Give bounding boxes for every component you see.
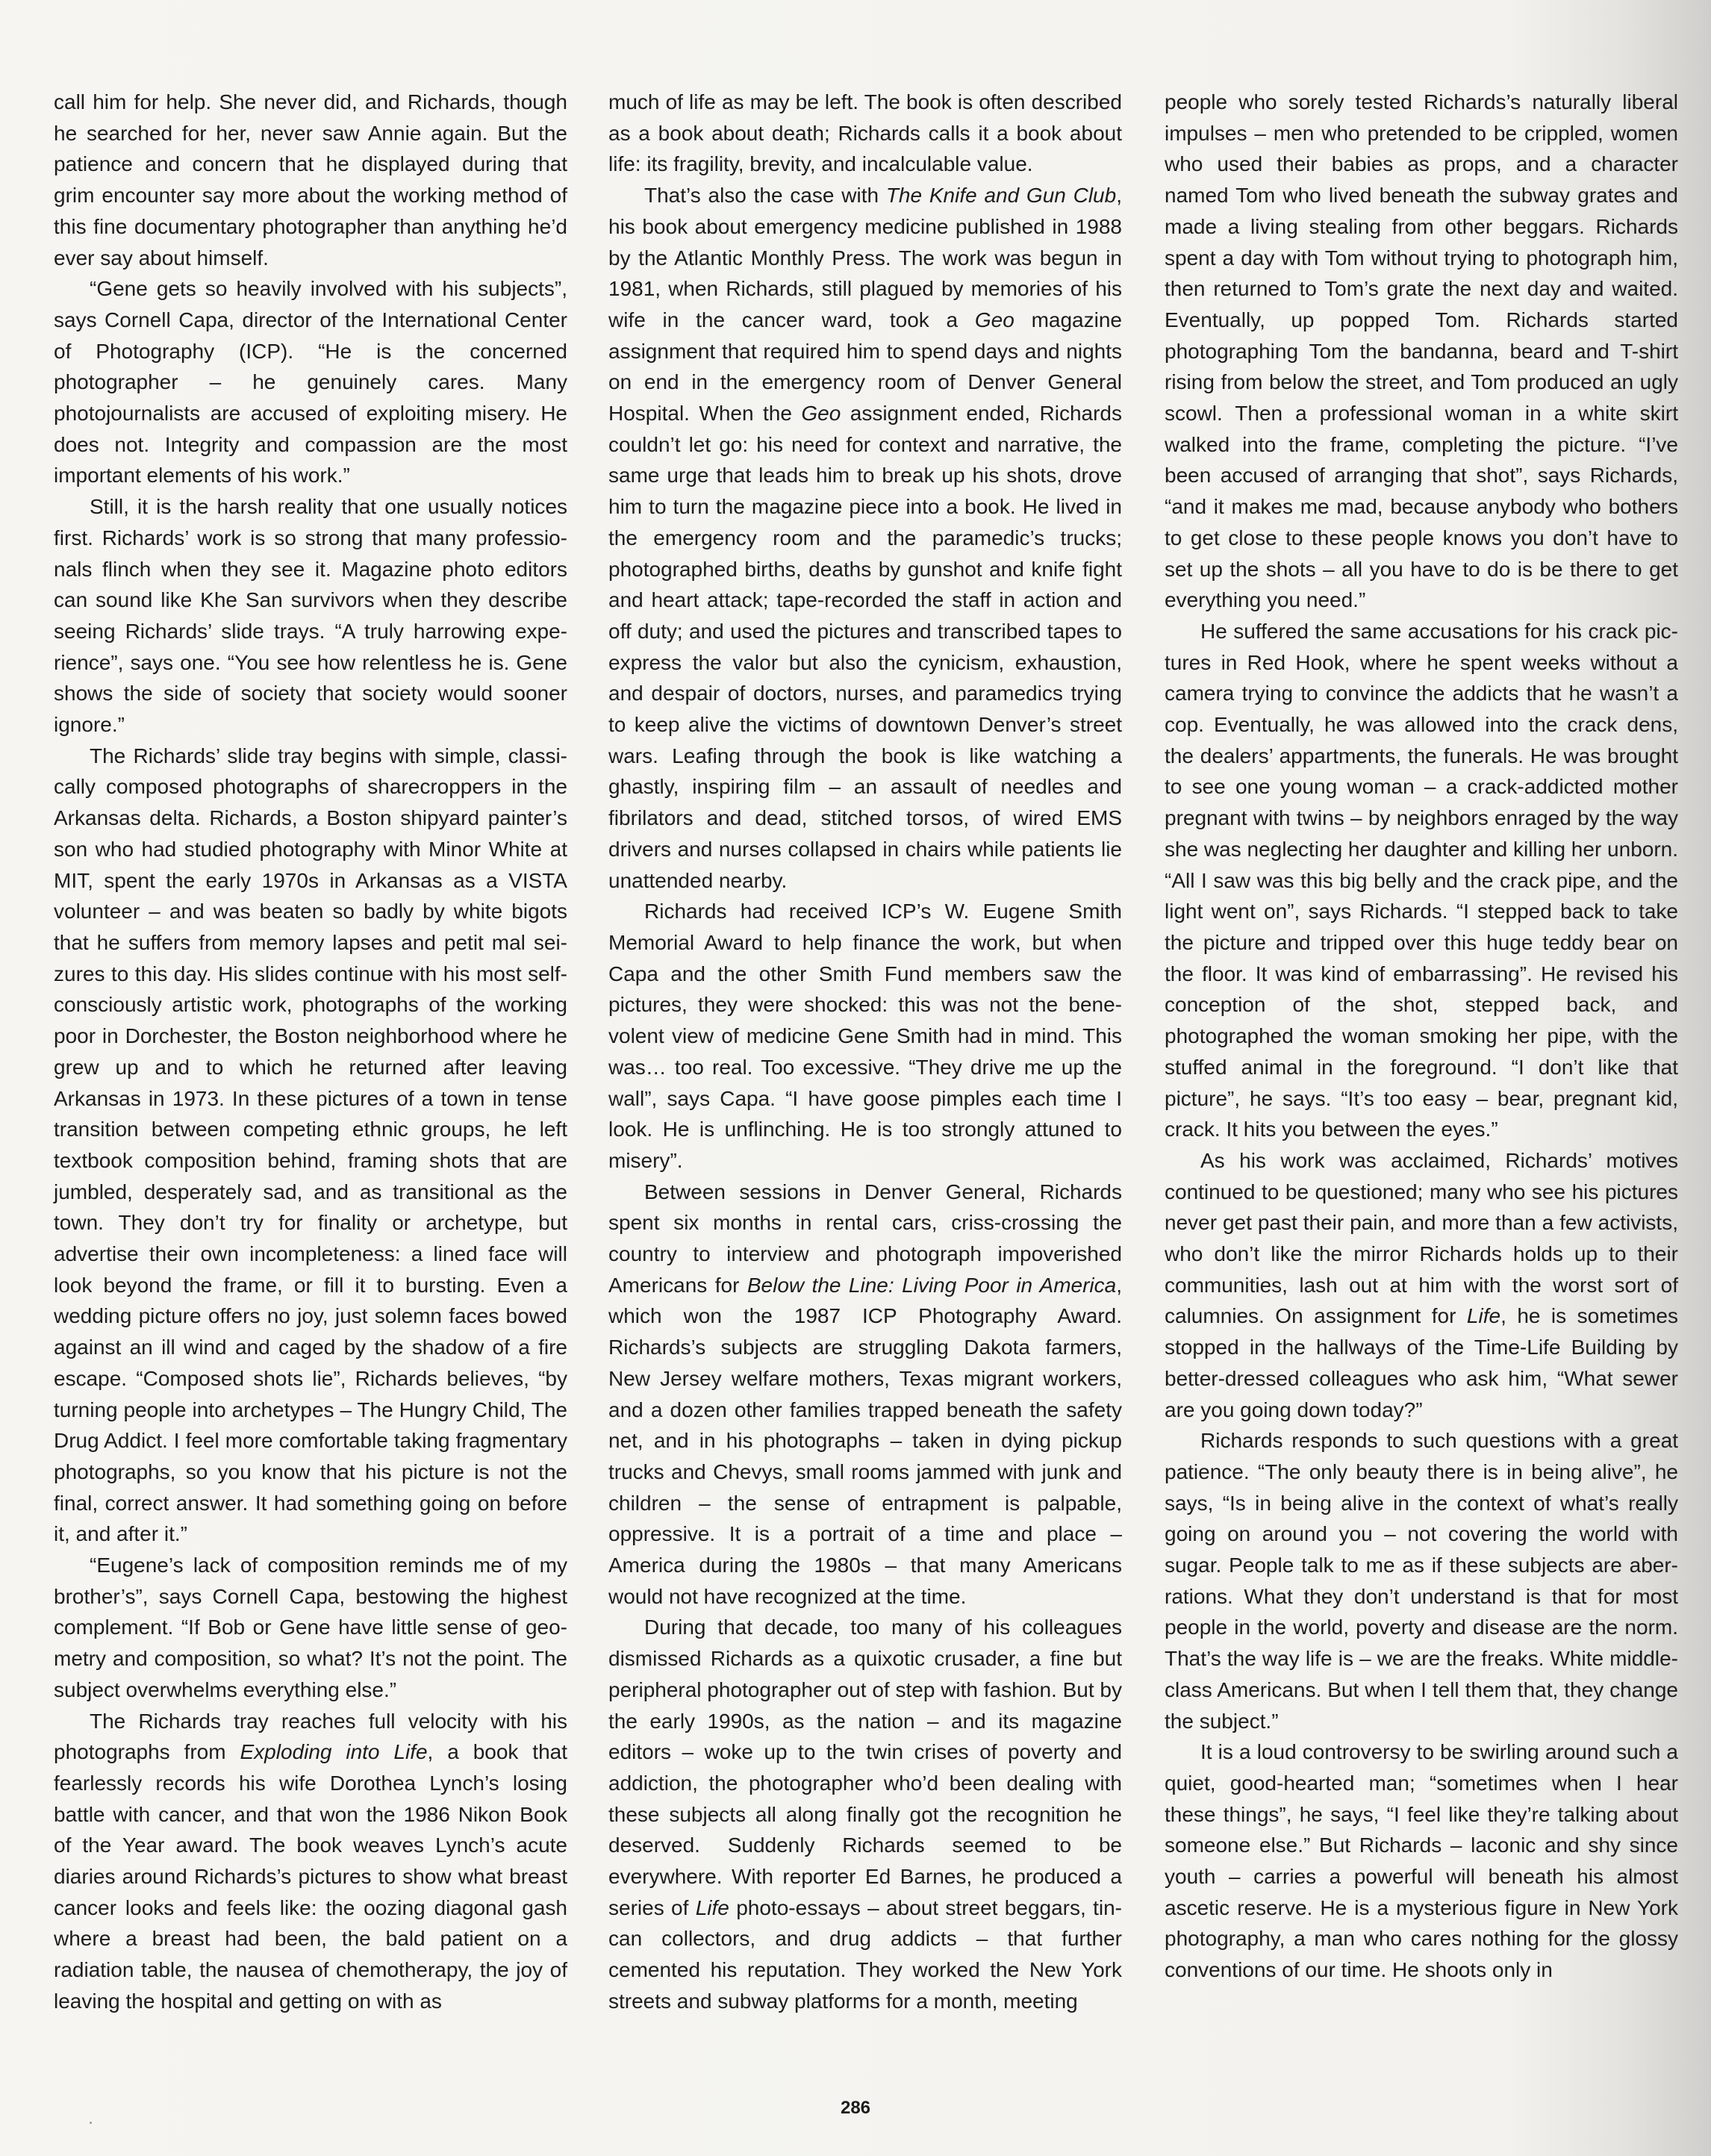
paragraph: call him for help. She never did, and Richards, though he searched for her, never saw Annie again. But the patience and concern that he displayed during that grim encounter say more about the working method of this fine documentary photographer than anything he’d ever say about himself.: [54, 90, 567, 270]
paragraph: people who sorely tested Richards’s naturally liberal impulses – men who pretended to be crippled, women who used their babies as props, and a character named Tom who lived beneath the subway grates and made a living stealing from other beggars. Richards spent a day with Tom without trying to photograph him, then returned to Tom’s grate the next day and waited. Eventually, up popped Tom. Richards started photographing Tom the bandanna, beard and T-shirt rising from below the street, and Tom produced an ugly scowl. Then a professional woman in a white skirt walked into the frame, completing the picture. “I’ve been accused of arranging that shot”, says Richards, “and it makes me mad, because anybody who bothers to get close to these people knows you don’t have to set up the shots – all you have to do is be there to get everything you need.”: [1165, 90, 1678, 612]
paragraph: The Richards’ slide tray begins with simple, classically composed photographs of sharecroppers in the Arkansas delta. Richards, a Boston shipyard painter’s son who had studied photography with Minor White at MIT, spent the early 1970s in Arkansas as a VISTA volunteer – and was beaten so badly by white bigots that he suffers from memory lapses and petit mal seizures to this day. His slides continue with his most self-consciously artistic work, photographs of the working poor in Dorchester, the Boston neighborhood where he grew up and to which he returned after leaving Arkansas in 1973. In these pictures of a town in tense transition between competing ethnic groups, he left textbook composition behind, framing shots that are jumbled, desperately sad, and as transitional as the town. They don’t try for finality or archetype, but advertise their own incompleteness: a lined face will look beyond the frame, or fill it to bursting. Even a wedding picture offers no joy, just solemn faces bowed against an ill wind and caged by the shadow of a fire escape. “Composed shots lie”, Richards believes, “by turning people into archetypes – The Hungry Child, The Drug Addict. I feel more comfortable taking fragmentary photographs, so you know that his picture is not the final, correct answer. It had something going on before it, and after it.”: [54, 744, 567, 1546]
paragraph: much of life as may be left. The book is often described as a book about death; Richards calls it a book about life: its fragility, brevity, and incalculable value.: [608, 90, 1122, 176]
paragraph: Between sessions in Denver General, Richards spent six months in rental cars, criss-crossing the country to interview and photograph impoverished Americans for Below the Line: Living Poor in America, which won the 1987 ICP Photography Award. Richards’s subjects are struggling Dakota farmers, New Jersey welfare mothers, Texas migrant workers, and a dozen other families trapped beneath the safety net, and in his photographs – taken in dying pickup trucks and Chevys, small rooms jammed with junk and children – the sense of entrapment is palpable, oppressive. It is a portrait of a time and place – America during the 1980s – that many Americans would not have recognized at the time.: [608, 1180, 1122, 1608]
paragraph: “Gene gets so heavily involved with his subjects”, says Cornell Capa, director of the International Center of Photography (ICP). “He is the concerned photographer – he genuinely cares. Many photojournalists are accused of exploiting misery. He does not. Integrity and compassion are the most important elements of his work.”: [54, 277, 567, 487]
text-column-3: [1165, 87, 1678, 1986]
text-column-1: [54, 87, 567, 2017]
paragraph: The Richards tray reaches full velocity with his photographs from Exploding into Life, a book that fearlessly records his wife Dorothea Lynch’s losing battle with cancer, and that won the 1986 Nikon Book of the Year award. The book weaves Lynch’s acute diaries around Richards’s pictures to show what breast cancer looks and feels like: the oozing diagonal gash where a breast had been, the bald patient on a radiation table, the nausea of chemotherapy, the joy of leaving the hospital and getting on with as: [54, 1709, 568, 2013]
paragraph: “Eugene’s lack of composition reminds me of my brother’s”, says Cornell Capa, bestowing the highest complement. “If Bob or Gene have little sense of geometry and composition, so what? It’s not the point. The subject overwhelms everything else.”: [54, 1554, 567, 1701]
paragraph: Richards responds to such questions with a great patience. “The only beauty there is in being alive”, he says, “Is in being alive in the context of what’s really going on around you – not covering the world with sugar. People talk to me as if these subjects are aberrations. What they don’t understand is that for most people in the world, poverty and disease are the norm. That’s the way life is – we are the freaks. White middle-class Americans. But when I tell them that, they change the subject.”: [1165, 1429, 1678, 1733]
paragraph: Richards had received ICP’s W. Eugene Smith Memorial Award to help finance the work, but when Capa and the other Smith Fund members saw the pictures, they were shocked: this was not the benevolent view of medicine Gene Smith had in mind. This was… too real. Too excessive. “They drive me up the wall”, says Capa. “I have goose pimples each time I look. He is unflinching. He is too strongly attuned to misery”.: [608, 900, 1122, 1172]
paragraph: He suffered the same accusations for his crack pictures in Red Hook, where he spent weeks without a camera trying to convince the addicts that he wasn’t a cop. Eventually, he was allowed into the crack dens, the dealers’ appartments, the funerals. He was brought to see one young woman – a crack-addicted mother pregnant with twins – by neighbors enraged by the way she was neglecting her daughter and killing her unborn. “All I saw was this big belly and the crack pipe, and the light went on”, says Richards. “I stepped back to take the picture and tripped over this huge teddy bear on the floor. It was kind of embarrassing”. He revised his conception of the shot, stepped back, and photographed the woman smoking her pipe, with the stuffed animal in the foreground. “I don’t like that picture”, he says. “It’s too easy – bear, pregnant kid, crack. It hits you between the eyes.”: [1165, 619, 1679, 1141]
paragraph: Still, it is the harsh reality that one usually notices first. Richards’ work is so strong that many professionals flinch when they see it. Magazine photo editors can sound like Khe San survivors when they describe seeing Richards’ slide trays. “A truly harrowing experience”, says one. “You see how relentless he is. Gene shows the side of society that society would sooner ignore.”: [54, 495, 567, 737]
paragraph: During that decade, too many of his colleagues dismissed Richards as a quixotic crusader, a fine but peripheral photographer out of step with fashion. But by the early 1990s, as the nation – and its magazine editors – woke up to the twin crises of poverty and addiction, the photographer who’d been dealing with these subjects all along finally got the recognition he deserved. Suddenly Richards seemed to be everywhere. With reporter Ed Barnes, he produced a series of Life photo-essays – about street beggars, tin-can collectors, and drug addicts – that further cemented his reputation. They worked the New York streets and subway platforms for a month, meeting: [608, 1616, 1122, 2013]
paragraph: That’s also the case with The Knife and Gun Club, his book about emergency medicine published in 1988 by the Atlantic Monthly Press. The work was begun in 1981, when Richards, still plagued by memories of his wife in the cancer ward, took a Geo magazine assignment that required him to spend days and nights on end in the emergency room of Denver General Hospital. When the Geo assignment ended, Richards couldn’t let go: his need for context and narrative, the same urge that leads him to break up his shots, drove him to turn the magazine piece into a book. He lived in the emergency room and the paramedic’s trucks; photographed births, deaths by gunshot and knife fight and heart attack; tape-recorded the staff in action and off duty; and used the pictures and transcribed tapes to express the valor but also the cynicism, exhaustion, and despair of doctors, nurses, and paramedics trying to keep alive the victims of downtown Denver’s street wars. Leafing through the book is like watching a ghastly, inspiring film – an assault of needles and fibrilators and dead, stitched torsos, of wired EMS drivers and nurses collapsed in chairs while patients lie unattended nearby.: [608, 184, 1122, 892]
scan-speck: [90, 2122, 92, 2124]
paragraph: As his work was acclaimed, Richards’ motives continued to be questioned; many who see his pictures never get past their pain, and more than a few activists, who don’t like the mirror Richards holds up to their communities, lash out at him with the worst sort of calumnies. On assignment for Life, he is sometimes stopped in the hallways of the Time-Life Building by better-dressed colleagues who ask him, “What sewer are you going down today?”: [1165, 1148, 1678, 1421]
text-column-2: [608, 87, 1122, 2017]
paragraph: It is a loud controversy to be swirling around such a quiet, good-hearted man; “sometimes when I hear these things”, he says, “I feel like they’re talking about someone else.” But Richards – laconic and shy since youth – carries a powerful will beneath his almost ascetic reserve. He is a mysterious figure in New York photography, a man who cares nothing for the glossy conventions of our time. He shoots only in: [1165, 1740, 1678, 1982]
page-number: 286: [840, 2098, 871, 2118]
